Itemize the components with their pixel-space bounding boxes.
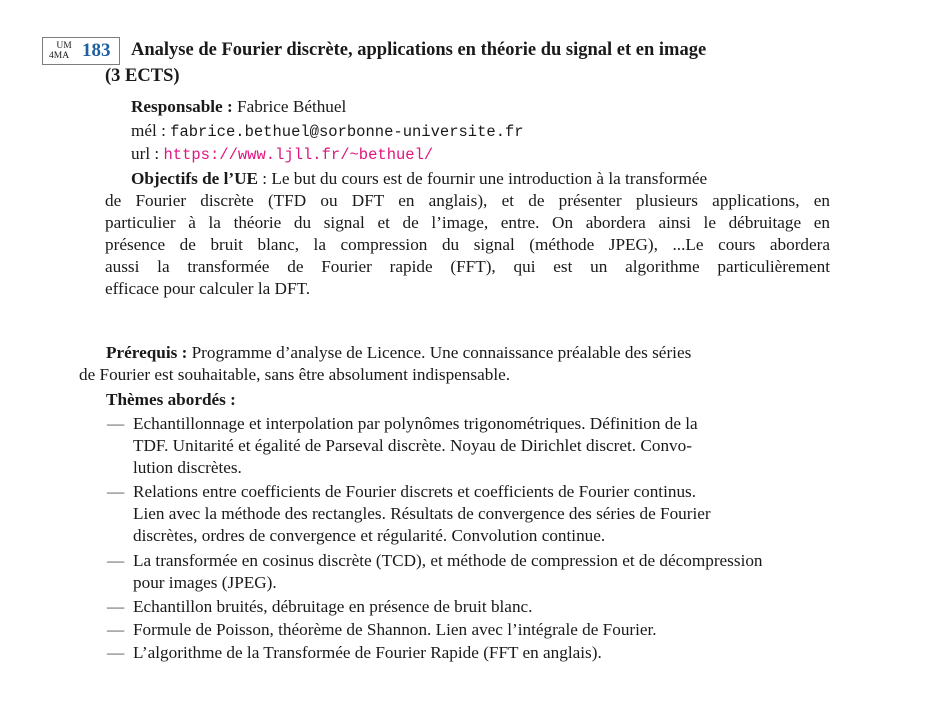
themes-heading: Thèmes abordés :	[106, 390, 236, 409]
theme-item-3-line-1: La transformée en cosinus discrète (TCD), et méthode de compression et de décompression	[133, 551, 763, 570]
prerequis-label: Prérequis :	[106, 343, 188, 362]
prerequis-line-1: Prérequis : Programme d’analyse de Licence. Une connaissance préalable des séries	[106, 343, 692, 362]
responsable-line	[131, 96, 346, 118]
theme-item-6: L’algorithme de la Transformée de Fourier Rapide (FFT en anglais).	[133, 643, 602, 662]
objectifs-line-3: particulier à la théorie du signal et de l’image, entre. On abordera ainsi le débruitage en	[105, 213, 830, 232]
theme-item-1-line-2: TDF. Unitarité et égalité de Parseval discrète. Noyau de Dirichlet discret. Convo-	[133, 436, 692, 455]
badge-um: UM	[56, 41, 72, 51]
badge-4ma: 4MA	[49, 51, 70, 61]
objectifs-line-6: efficace pour calculer la DFT.	[105, 279, 311, 298]
theme-item-2-line-1: Relations entre coefficients de Fourier discrets et coefficients de Fourier continus.	[133, 482, 697, 501]
mail-line	[131, 120, 524, 143]
url-link[interactable]: https://www.ljll.fr/~bethuel/	[163, 146, 434, 164]
url-line	[131, 143, 433, 166]
theme-item-1-line-3: lution discrètes.	[133, 458, 242, 477]
theme-item-4: Echantillon bruités, débruitage en présence de bruit blanc.	[133, 597, 533, 616]
bullet-dash: —	[107, 643, 125, 662]
bullet-dash: —	[107, 414, 125, 433]
theme-item-1-line-1: Echantillonnage et interpolation par polynômes trigonométriques. Définition de la	[133, 414, 698, 433]
mail-label: mél :	[131, 121, 166, 140]
prerequis-line-2: de Fourier est souhaitable, sans être absolument indispensable.	[79, 365, 511, 384]
course-code-badge	[42, 37, 120, 65]
bullet-dash: —	[107, 551, 125, 570]
course-ects: (3 ECTS)	[105, 66, 180, 86]
theme-item-2-line-3: discrètes, ordres de convergence et régularité. Convolution continue.	[133, 526, 606, 545]
objectifs-line-4: présence de bruit blanc, la compression du signal (méthode JPEG), ...Le cours abordera	[105, 235, 830, 254]
objectifs-line-1: Objectifs de l’UE : Le but du cours est de fournir une introduction à la transformée	[131, 169, 708, 188]
responsable-name: Fabrice Béthuel	[237, 97, 347, 116]
bullet-dash: —	[107, 597, 125, 616]
mail-address[interactable]: fabrice.bethuel@sorbonne-universite.fr	[170, 123, 524, 141]
theme-item-2-line-2: Lien avec la méthode des rectangles. Résultats de convergence des séries de Fourier	[133, 504, 711, 523]
bullet-dash: —	[107, 482, 125, 501]
theme-item-3-line-2: pour images (JPEG).	[133, 573, 277, 592]
responsable-label: Responsable :	[131, 97, 233, 116]
objectifs-line-2: de Fourier discrète (TFD ou DFT en anglais), et de présenter plusieurs applications, en	[105, 191, 830, 210]
objectifs-line-5: aussi la transformée de Fourier rapide (FFT), qui est un algorithme particulièrement	[105, 257, 830, 276]
course-title: Analyse de Fourier discrète, applications en théorie du signal et en image	[131, 40, 707, 60]
bullet-dash: —	[107, 620, 125, 639]
url-label: url :	[131, 144, 160, 163]
objectifs-label: Objectifs de l’UE	[131, 169, 258, 188]
theme-item-5: Formule de Poisson, théorème de Shannon. Lien avec l’intégrale de Fourier.	[133, 620, 657, 639]
badge-number: 183	[82, 40, 111, 61]
